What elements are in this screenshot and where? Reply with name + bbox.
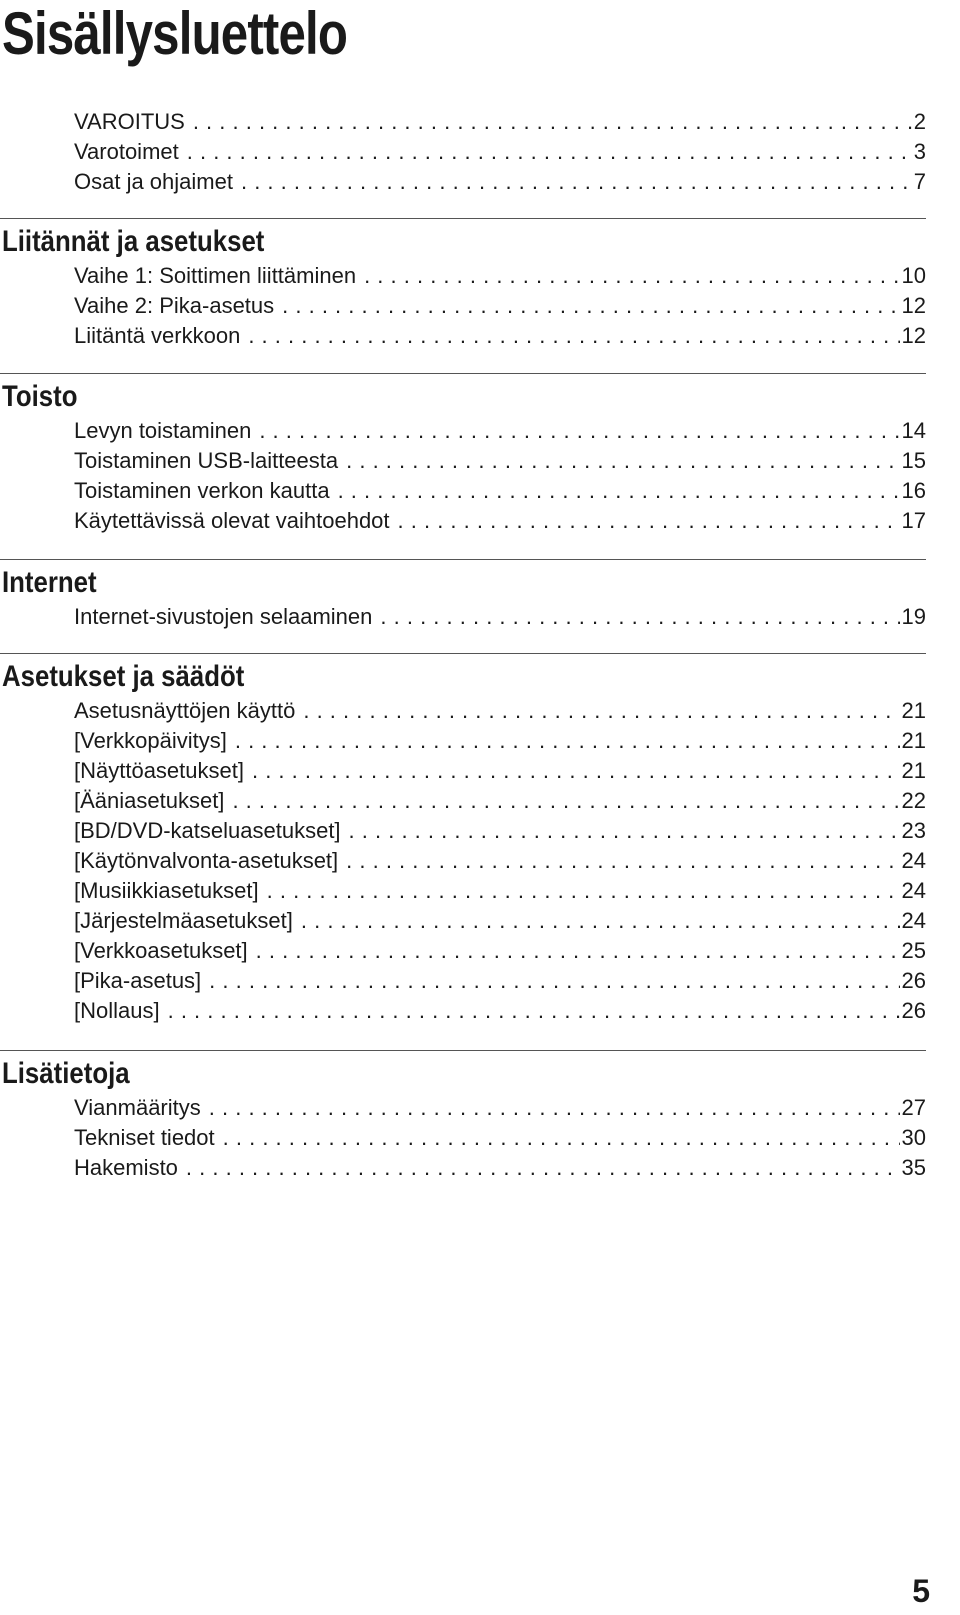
toc-entry-varotoimet[interactable] bbox=[74, 137, 926, 167]
dot-leader bbox=[346, 446, 899, 476]
toc-entry-page: 14 bbox=[901, 418, 926, 443]
toc-entry-page: 23 bbox=[901, 818, 926, 843]
toc-entry-page: 2 bbox=[913, 109, 926, 134]
toc-entry-label: [Näyttöasetukset] bbox=[74, 758, 244, 783]
section-divider bbox=[0, 559, 926, 560]
section-heading-asetukset: Asetukset ja säädöt bbox=[2, 660, 245, 693]
toc-entry-hakemisto[interactable] bbox=[74, 1153, 926, 1183]
toc-entry-label: [Nollaus] bbox=[74, 998, 160, 1023]
dot-leader bbox=[193, 107, 912, 137]
toc-entry-label: Levyn toistaminen bbox=[74, 418, 252, 443]
dot-leader bbox=[187, 137, 912, 167]
toc-entry-label: [Ääniasetukset] bbox=[74, 788, 225, 813]
toc-entry-tekniset-tiedot[interactable] bbox=[74, 1123, 926, 1153]
section-heading-toisto: Toisto bbox=[2, 380, 78, 413]
toc-entry-page: 16 bbox=[901, 478, 926, 503]
toc-entry-label: Vianmääritys bbox=[74, 1095, 201, 1120]
toc-entry-label: Vaihe 2: Pika-asetus bbox=[74, 293, 275, 318]
section-heading-internet: Internet bbox=[2, 566, 97, 599]
dot-leader bbox=[267, 876, 900, 906]
toc-entry-label: [Pika-asetus] bbox=[74, 968, 202, 993]
toc-entry-nayttoasetukset[interactable] bbox=[74, 756, 926, 786]
toc-entry-page: 7 bbox=[913, 169, 926, 194]
toc-entry-label: [Järjestelmäasetukset] bbox=[74, 908, 293, 933]
toc-entry-page: 35 bbox=[901, 1155, 926, 1180]
toc-entry-label: Toistaminen USB-laitteesta bbox=[74, 448, 339, 473]
section-heading-lisatietoja: Lisätietoja bbox=[2, 1057, 130, 1090]
toc-entry-label: Hakemisto bbox=[74, 1155, 178, 1180]
toc-entry-page: 10 bbox=[901, 263, 926, 288]
dot-leader bbox=[303, 696, 899, 726]
toc-entry-page: 21 bbox=[901, 758, 926, 783]
toc-entry-label: [Käytönvalvonta-asetukset] bbox=[74, 848, 339, 873]
dot-leader bbox=[259, 416, 899, 446]
toc-entry-internet-sivustot[interactable] bbox=[74, 602, 926, 632]
toc-entry-page: 19 bbox=[901, 604, 926, 629]
toc-entry-label: Asetusnäyttöjen käyttö bbox=[74, 698, 296, 723]
toc-entry-verkkopaivitys[interactable] bbox=[74, 726, 926, 756]
dot-leader bbox=[364, 261, 899, 291]
dot-leader bbox=[252, 756, 900, 786]
toc-entry-page: 12 bbox=[901, 293, 926, 318]
dot-leader bbox=[338, 476, 900, 506]
toc-entry-osat-ja-ohjaimet[interactable] bbox=[74, 167, 926, 197]
toc-entry-page: 12 bbox=[901, 323, 926, 348]
toc-entry-label: VAROITUS bbox=[74, 109, 185, 134]
dot-leader bbox=[232, 786, 899, 816]
toc-entry-nollaus[interactable] bbox=[74, 996, 926, 1026]
toc-entry-label: Osat ja ohjaimet bbox=[74, 169, 233, 194]
dot-leader bbox=[241, 167, 912, 197]
dot-leader bbox=[168, 996, 900, 1026]
page-title: Sisällysluettelo bbox=[2, 0, 348, 67]
section-divider bbox=[0, 373, 926, 374]
toc-entry-vaihtoehdot[interactable] bbox=[74, 506, 926, 536]
section-divider bbox=[0, 653, 926, 654]
dot-leader bbox=[209, 1093, 900, 1123]
toc-entry-page: 17 bbox=[901, 508, 926, 533]
toc-entry-page: 24 bbox=[901, 848, 926, 873]
toc-entry-verkkoasetukset[interactable] bbox=[74, 936, 926, 966]
toc-entry-page: 26 bbox=[901, 998, 926, 1023]
toc-entry-page: 3 bbox=[913, 139, 926, 164]
toc-entry-label: Internet-sivustojen selaaminen bbox=[74, 604, 373, 629]
toc-entry-vianmaaritys[interactable] bbox=[74, 1093, 926, 1123]
toc-entry-vaihe-2[interactable] bbox=[74, 291, 926, 321]
toc-entry-pika-asetus[interactable] bbox=[74, 966, 926, 996]
toc-entry-page: 15 bbox=[901, 448, 926, 473]
toc-entry-aaniasetukset[interactable] bbox=[74, 786, 926, 816]
toc-entry-musiikkiasetukset[interactable] bbox=[74, 876, 926, 906]
toc-entry-label: Vaihe 1: Soittimen liittäminen bbox=[74, 263, 357, 288]
toc-entry-page: 26 bbox=[901, 968, 926, 993]
toc-entry-label: Tekniset tiedot bbox=[74, 1125, 215, 1150]
toc-entry-page: 24 bbox=[901, 908, 926, 933]
dot-leader bbox=[223, 1123, 900, 1153]
toc-entry-page: 22 bbox=[901, 788, 926, 813]
dot-leader bbox=[186, 1153, 900, 1183]
toc-entry-page: 21 bbox=[901, 728, 926, 753]
toc-entry-page: 27 bbox=[901, 1095, 926, 1120]
section-divider bbox=[0, 1050, 926, 1051]
toc-entry-varoitus[interactable] bbox=[74, 107, 926, 137]
page-number: 5 bbox=[912, 1573, 930, 1609]
toc-entry-jarjestelmaasetukset[interactable] bbox=[74, 906, 926, 936]
toc-entry-verkon-kautta[interactable] bbox=[74, 476, 926, 506]
dot-leader bbox=[235, 726, 900, 756]
toc-entry-label: [Verkkoasetukset] bbox=[74, 938, 248, 963]
toc-entry-label: [BD/DVD-katseluasetukset] bbox=[74, 818, 341, 843]
dot-leader bbox=[256, 936, 900, 966]
toc-entry-page: 24 bbox=[901, 878, 926, 903]
toc-entry-label: [Musiikkiasetukset] bbox=[74, 878, 259, 903]
toc-entry-page: 30 bbox=[901, 1125, 926, 1150]
dot-leader bbox=[301, 906, 900, 936]
toc-entry-liitanta-verkkoon[interactable] bbox=[74, 321, 926, 351]
toc-entry-label: Liitäntä verkkoon bbox=[74, 323, 241, 348]
dot-leader bbox=[380, 602, 899, 632]
toc-entry-label: Toistaminen verkon kautta bbox=[74, 478, 330, 503]
toc-entry-levyn-toistaminen[interactable] bbox=[74, 416, 926, 446]
toc-entry-kaytonvalvonta[interactable] bbox=[74, 846, 926, 876]
toc-entry-label: [Verkkopäivitys] bbox=[74, 728, 227, 753]
toc-entry-page: 25 bbox=[901, 938, 926, 963]
toc-entry-vaihe-1[interactable] bbox=[74, 261, 926, 291]
section-divider bbox=[0, 218, 926, 219]
dot-leader bbox=[349, 816, 900, 846]
dot-leader bbox=[282, 291, 899, 321]
toc-entry-page: 21 bbox=[901, 698, 926, 723]
section-heading-liitannat: Liitännät ja asetukset bbox=[2, 225, 265, 258]
toc-entry-asetusnaytot[interactable] bbox=[74, 696, 926, 726]
toc-entry-label: Käytettävissä olevat vaihtoehdot bbox=[74, 508, 390, 533]
toc-entry-label: Varotoimet bbox=[74, 139, 179, 164]
dot-leader bbox=[398, 506, 900, 536]
dot-leader bbox=[209, 966, 899, 996]
toc-entry-usb[interactable] bbox=[74, 446, 926, 476]
dot-leader bbox=[248, 321, 899, 351]
dot-leader bbox=[346, 846, 899, 876]
toc-entry-bd-dvd[interactable] bbox=[74, 816, 926, 846]
